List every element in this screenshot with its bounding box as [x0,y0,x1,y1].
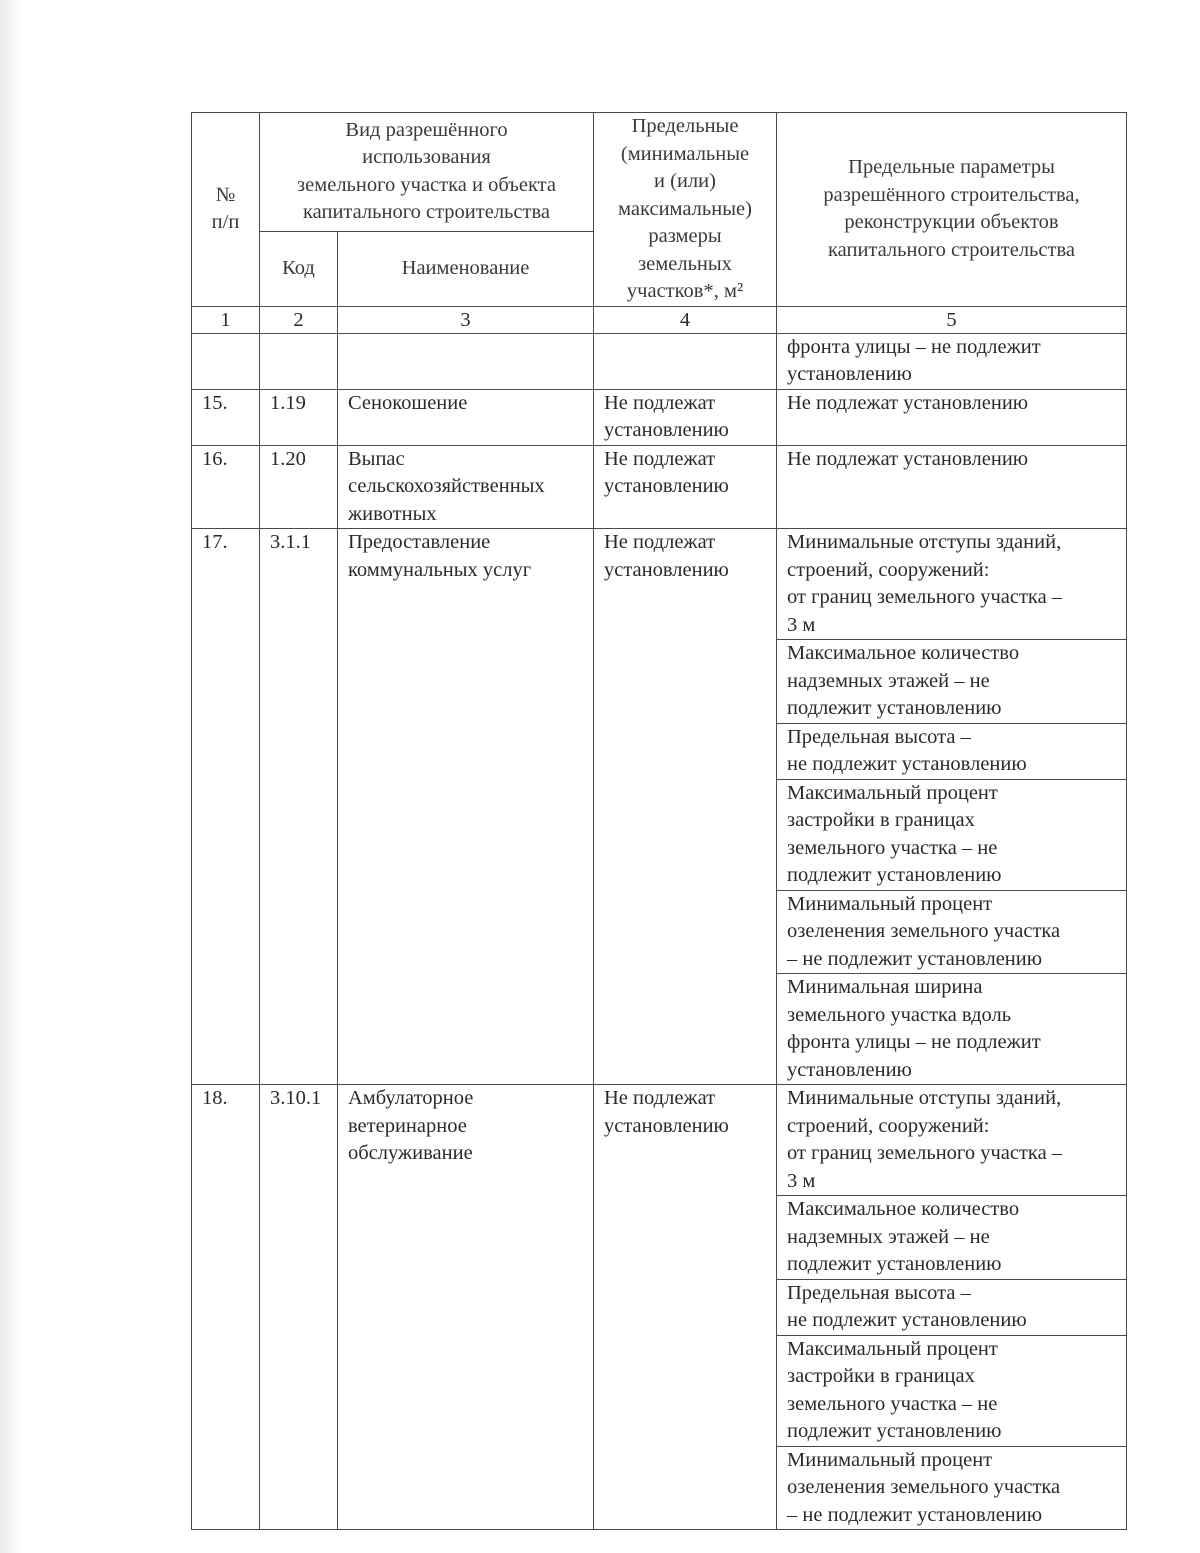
cell-plot-sizes: Не подлежат установлению [594,389,777,445]
cell-param: Предельная высота – не подлежит установлению [777,723,1127,779]
header-permitted-use: Вид разрешённого использования земельного участка и объекта капитального строительства [260,113,594,232]
table-row [192,389,1127,445]
continuation-row [192,333,1127,389]
land-use-table [191,112,1127,1530]
cell-name: Сенокошение [338,389,594,445]
cell-name: Предоставление коммунальных услуг [338,529,594,1085]
cell-param: Максимальное количество надземных этажей – не подлежит установлению [777,1196,1127,1280]
cell-param: Максимальный процент застройки в границах земельного участка – не подлежит установлению [777,1335,1127,1446]
cell-name: Выпас сельскохозяйственных животных [338,445,594,529]
cell-param: Максимальное количество надземных этажей – не подлежит установлению [777,640,1127,724]
cell-empty [594,333,777,389]
table-row [192,445,1127,529]
cell-empty [338,333,594,389]
table-row [192,529,1127,640]
cell-code: 1.19 [260,389,338,445]
cell-param: Предельная высота – не подлежит установлению [777,1279,1127,1335]
cell-code: 3.10.1 [260,1085,338,1530]
cell-empty [260,333,338,389]
cell-plot-sizes: Не подлежат установлению [594,1085,777,1530]
cell-row-number: 16. [192,445,260,529]
cell-param: Минимальный процент озеленения земельного участка – не подлежит установлению [777,890,1127,974]
table-header [192,113,1127,307]
column-number: 3 [338,306,594,333]
cell-row-number: 15. [192,389,260,445]
cell-param: Минимальный процент озеленения земельного участка – не подлежит установлению [777,1446,1127,1530]
scan-page-edge [0,0,24,1553]
cell-code: 3.1.1 [260,529,338,1085]
cell-param: Не подлежат установлению [777,445,1127,529]
column-number-row [192,306,1127,333]
cell-param: Минимальные отступы зданий, строений, сооружений: от границ земельного участка – 3 м [777,1085,1127,1196]
column-number: 4 [594,306,777,333]
cell-name: Амбулаторное ветеринарное обслуживание [338,1085,594,1530]
header-code: Код [260,231,338,306]
cell-param: Максимальный процент застройки в границах земельного участка – не подлежит установлению [777,779,1127,890]
cell-param: Минимальные отступы зданий, строений, сооружений: от границ земельного участка – 3 м [777,529,1127,640]
column-number: 5 [777,306,1127,333]
cell-empty [192,333,260,389]
cell-params-continuation: фронта улицы – не подлежит установлению [777,333,1127,389]
header-plot-sizes: Предельные (минимальные и (или) максимальные) размеры земельных участков*, м² [594,113,777,307]
table-row [192,1085,1127,1196]
cell-row-number: 18. [192,1085,260,1530]
cell-code: 1.20 [260,445,338,529]
cell-row-number: 17. [192,529,260,1085]
cell-param: Минимальная ширина земельного участка вдоль фронта улицы – не подлежит установлению [777,974,1127,1085]
header-name: Наименование [338,231,594,306]
column-number: 1 [192,306,260,333]
header-construction-params: Предельные параметры разрешённого строительства, реконструкции объектов капитального строительства [777,113,1127,307]
cell-plot-sizes: Не подлежат установлению [594,445,777,529]
column-number: 2 [260,306,338,333]
cell-plot-sizes: Не подлежат установлению [594,529,777,1085]
cell-param: Не подлежат установлению [777,389,1127,445]
header-number: № п/п [192,113,260,307]
table-body [192,306,1127,1530]
